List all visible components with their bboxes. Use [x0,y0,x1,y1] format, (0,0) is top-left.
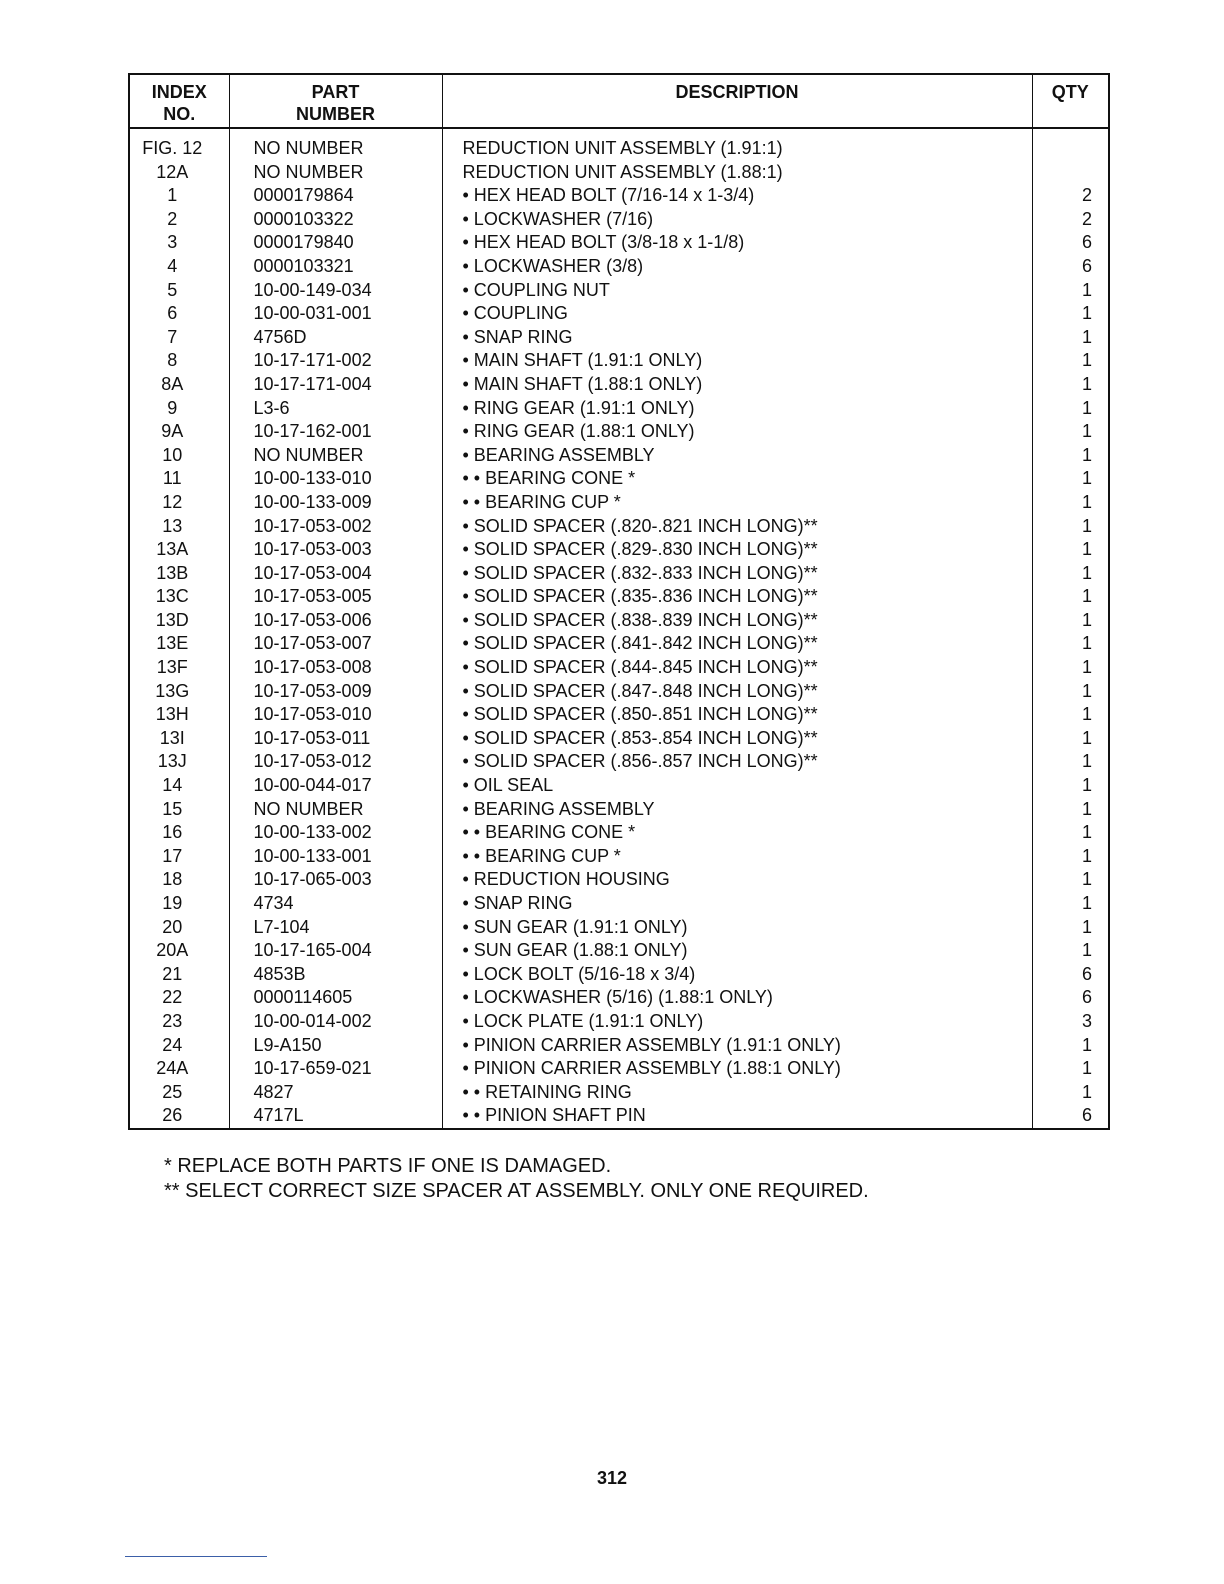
description-cell: • OIL SEAL [442,774,1032,798]
description-cell: • SNAP RING [442,326,1032,350]
qty-cell: 1 [1032,279,1109,303]
part-number-cell: 10-17-165-004 [229,939,442,963]
table-row [129,986,1109,1010]
index-cell: 3 [167,232,178,253]
index-cell: 12A [156,161,189,182]
part-number-cell: 10-00-133-001 [229,845,442,869]
table-row [129,703,1109,727]
table-row [129,444,1109,468]
qty-cell: 6 [1032,255,1109,279]
qty-cell: 1 [1032,703,1109,727]
description-cell: • BEARING ASSEMBLY [442,444,1032,468]
index-cell: 13E [156,633,189,654]
table-row [129,538,1109,562]
part-number-cell: 0000103321 [229,255,442,279]
qty-cell: 1 [1032,326,1109,350]
table-row [129,868,1109,892]
index-cell: 6 [167,303,178,324]
part-number-cell: 4756D [229,326,442,350]
table-row [129,585,1109,609]
part-number-cell: 10-17-659-021 [229,1057,442,1081]
index-cell: 10 [162,444,183,465]
index-cell: 12 [162,491,183,512]
index-cell: 17 [162,845,183,866]
qty-cell: 1 [1032,1081,1109,1105]
part-number-cell: 10-17-053-010 [229,703,442,727]
index-cell: 19 [162,893,183,913]
part-number-cell: 10-17-171-004 [229,373,442,397]
part-number-cell: 10-17-053-009 [229,680,442,704]
table-row [129,279,1109,303]
index-cell: 13 [162,515,183,536]
part-number-cell: 4717L [229,1104,442,1129]
part-number-cell: 10-00-133-010 [229,467,442,491]
parts-table-body [129,128,1109,1129]
qty-cell: 1 [1032,868,1109,892]
table-row [129,420,1109,444]
part-number-cell: 10-17-065-003 [229,868,442,892]
table-row [129,774,1109,798]
table-row [129,467,1109,491]
index-cell: 13F [156,657,188,678]
qty-cell: 1 [1032,373,1109,397]
description-cell: • • BEARING CUP * [442,845,1032,869]
description-cell: • REDUCTION HOUSING [442,868,1032,892]
description-cell: • SOLID SPACER (.838-.839 INCH LONG)** [442,609,1032,633]
part-number-cell: 0000103322 [229,208,442,232]
header-index-line-2: NO. [163,104,196,124]
description-cell: • MAIN SHAFT (1.91:1 ONLY) [442,349,1032,373]
description-cell: • SOLID SPACER (.832-.833 INCH LONG)** [442,562,1032,586]
part-number-cell: 4734 [229,892,442,916]
part-number-cell: 0000179840 [229,231,442,255]
description-cell: REDUCTION UNIT ASSEMBLY (1.91:1) [442,128,1032,161]
table-row [129,1081,1109,1105]
table-row [129,349,1109,373]
table-row [129,821,1109,845]
part-number-cell: 10-17-171-002 [229,349,442,373]
header-part-line-1: PART [311,82,360,102]
footnotes [164,1154,869,1204]
index-cell: 16 [162,822,183,843]
description-cell: • LOCK PLATE (1.91:1 ONLY) [442,1010,1032,1034]
part-number-cell: L7-104 [229,916,442,940]
qty-cell: 1 [1032,491,1109,515]
qty-cell: 1 [1032,1034,1109,1058]
qty-cell: 1 [1032,609,1109,633]
part-number-cell: 10-17-053-005 [229,585,442,609]
index-cell: 22 [162,987,183,1008]
qty-cell: 1 [1032,397,1109,421]
description-cell: • SOLID SPACER (.853-.854 INCH LONG)** [442,727,1032,751]
table-row [129,680,1109,704]
part-number-cell: 4853B [229,963,442,987]
part-number-cell: NO NUMBER [229,444,442,468]
part-number-cell: NO NUMBER [229,798,442,822]
index-cell: 14 [162,775,183,796]
description-cell: • HEX HEAD BOLT (3/8-18 x 1-1/8) [442,231,1032,255]
index-cell: 13A [156,539,189,560]
description-cell: • BEARING ASSEMBLY [442,798,1032,822]
index-cell: 24 [162,1034,183,1055]
table-row [129,208,1109,232]
index-cell: 5 [167,279,178,300]
qty-cell: 1 [1032,420,1109,444]
index-cell: FIG. 12 [142,138,203,158]
table-row [129,302,1109,326]
table-row [129,562,1109,586]
description-cell: • SUN GEAR (1.88:1 ONLY) [442,939,1032,963]
description-cell: • SOLID SPACER (.844-.845 INCH LONG)** [442,656,1032,680]
index-cell: 13G [155,680,190,701]
table-row [129,1034,1109,1058]
table-row [129,1010,1109,1034]
header-index-line-1: INDEX [151,82,207,102]
index-cell: 26 [162,1105,183,1126]
description-cell: • RING GEAR (1.91:1 ONLY) [442,397,1032,421]
description-cell: • RING GEAR (1.88:1 ONLY) [442,420,1032,444]
index-cell: 15 [162,798,183,819]
table-row [129,397,1109,421]
table-row [129,373,1109,397]
index-cell: 7 [167,326,178,347]
description-cell: • SOLID SPACER (.829-.830 INCH LONG)** [442,538,1032,562]
index-cell: 20 [162,916,183,937]
part-number-cell: 10-17-053-008 [229,656,442,680]
table-row [129,609,1109,633]
qty-cell: 1 [1032,349,1109,373]
qty-cell: 1 [1032,727,1109,751]
qty-cell: 6 [1032,231,1109,255]
qty-cell: 3 [1032,1010,1109,1034]
qty-cell: 1 [1032,302,1109,326]
part-number-cell: 10-00-014-002 [229,1010,442,1034]
table-row [129,184,1109,208]
footnote-single-asterisk: * REPLACE BOTH PARTS IF ONE IS DAMAGED. [164,1155,612,1177]
index-cell: 13B [156,562,189,583]
part-number-cell: 0000114605 [229,986,442,1010]
description-cell: • MAIN SHAFT (1.88:1 ONLY) [442,373,1032,397]
qty-cell: 1 [1032,939,1109,963]
part-number-cell: 10-17-053-002 [229,515,442,539]
qty-cell: 1 [1032,656,1109,680]
index-cell: 9A [161,421,184,442]
part-number-cell: L3-6 [229,397,442,421]
part-number-cell: 10-00-031-001 [229,302,442,326]
header-index [129,74,229,128]
index-cell: 13I [159,727,185,748]
index-cell: 25 [162,1081,183,1102]
part-number-cell: 10-00-133-009 [229,491,442,515]
table-row [129,326,1109,350]
part-number-cell: 10-17-053-012 [229,750,442,774]
qty-cell: 1 [1032,444,1109,468]
index-cell: 8A [161,373,184,394]
qty-cell: 2 [1032,208,1109,232]
part-number-cell: 10-00-133-002 [229,821,442,845]
qty-cell: 1 [1032,798,1109,822]
index-cell: 18 [162,869,183,890]
description-cell: • SNAP RING [442,892,1032,916]
table-row [129,892,1109,916]
qty-cell: 1 [1032,845,1109,869]
index-cell: 13D [155,609,189,630]
header-part-number [229,74,442,128]
qty-cell: 6 [1032,963,1109,987]
qty-cell: 1 [1032,515,1109,539]
qty-cell: 6 [1032,1104,1109,1129]
part-number-cell: 0000179864 [229,184,442,208]
description-cell: • LOCK BOLT (5/16-18 x 3/4) [442,963,1032,987]
qty-cell: 6 [1032,986,1109,1010]
part-number-cell: 10-17-162-001 [229,420,442,444]
index-cell: 1 [167,185,178,206]
qty-cell: 1 [1032,562,1109,586]
description-cell: • • BEARING CONE * [442,821,1032,845]
description-cell: • LOCKWASHER (5/16) (1.88:1 ONLY) [442,986,1032,1010]
qty-cell: 1 [1032,774,1109,798]
description-cell: • SOLID SPACER (.835-.836 INCH LONG)** [442,585,1032,609]
qty-cell: 1 [1032,680,1109,704]
description-cell: • COUPLING [442,302,1032,326]
description-cell: • • BEARING CONE * [442,467,1032,491]
index-cell: 4 [167,255,178,276]
header-description: DESCRIPTION [442,74,1032,128]
page-number: 312 [596,1468,628,1488]
qty-cell [1032,128,1109,161]
part-number-cell: 10-17-053-011 [229,727,442,751]
description-cell: • SOLID SPACER (.856-.857 INCH LONG)** [442,750,1032,774]
table-row [129,128,1109,161]
qty-cell: 1 [1032,538,1109,562]
table-row [129,939,1109,963]
part-number-cell: 4827 [229,1081,442,1105]
index-cell: 8 [167,350,178,371]
description-cell: • SOLID SPACER (.820-.821 INCH LONG)** [442,515,1032,539]
parts-list-table [128,73,1110,1130]
part-number-cell: 10-17-053-007 [229,632,442,656]
index-cell: 23 [162,1010,183,1031]
table-row [129,916,1109,940]
table-row [129,656,1109,680]
description-cell: • • PINION SHAFT PIN [442,1104,1032,1129]
qty-cell: 1 [1032,892,1109,916]
part-number-cell: L9-A150 [229,1034,442,1058]
index-cell: 20A [156,940,189,961]
part-number-cell: 10-00-044-017 [229,774,442,798]
header-part-line-2: NUMBER [296,104,375,124]
footer-rule [125,1556,267,1557]
description-cell: • SOLID SPACER (.850-.851 INCH LONG)** [442,703,1032,727]
header-qty: QTY [1032,74,1109,128]
description-cell: • • RETAINING RING [442,1081,1032,1105]
part-number-cell: 10-00-149-034 [229,279,442,303]
part-number-cell: NO NUMBER [229,128,442,161]
table-row [129,255,1109,279]
qty-cell [1032,161,1109,185]
description-cell: • COUPLING NUT [442,279,1032,303]
description-cell: • SOLID SPACER (.847-.848 INCH LONG)** [442,680,1032,704]
part-number-cell: 10-17-053-004 [229,562,442,586]
qty-cell: 1 [1032,821,1109,845]
table-row [129,750,1109,774]
index-cell: 24A [156,1058,189,1079]
description-cell: • PINION CARRIER ASSEMBLY (1.88:1 ONLY) [442,1057,1032,1081]
qty-cell: 2 [1032,184,1109,208]
table-row [129,515,1109,539]
index-cell: 13J [157,751,187,772]
table-row [129,845,1109,869]
part-number-cell: 10-17-053-006 [229,609,442,633]
index-cell: 13C [155,586,189,607]
description-cell: • LOCKWASHER (3/8) [442,255,1032,279]
description-cell: REDUCTION UNIT ASSEMBLY (1.88:1) [442,161,1032,185]
table-row [129,491,1109,515]
table-row [129,963,1109,987]
table-header-row [129,74,1109,128]
table-row [129,1104,1109,1129]
index-cell: 9 [167,397,178,418]
description-cell: • PINION CARRIER ASSEMBLY (1.91:1 ONLY) [442,1034,1032,1058]
description-cell: • HEX HEAD BOLT (7/16-14 x 1-3/4) [442,184,1032,208]
part-number-cell: NO NUMBER [229,161,442,185]
description-cell: • SUN GEAR (1.91:1 ONLY) [442,916,1032,940]
qty-cell: 1 [1032,916,1109,940]
index-cell: 2 [167,208,178,229]
description-cell: • • BEARING CUP * [442,491,1032,515]
qty-cell: 1 [1032,632,1109,656]
description-cell: • SOLID SPACER (.841-.842 INCH LONG)** [442,632,1032,656]
footnote-double-asterisk: ** SELECT CORRECT SIZE SPACER AT ASSEMBLY. ONLY ONE REQUIRED. [164,1180,869,1202]
part-number-cell: 10-17-053-003 [229,538,442,562]
table-row [129,632,1109,656]
index-cell: 13H [155,704,189,725]
table-row [129,161,1109,185]
qty-cell: 1 [1032,467,1109,491]
table-row [129,727,1109,751]
table-row [129,1057,1109,1081]
qty-cell: 1 [1032,585,1109,609]
qty-cell: 1 [1032,750,1109,774]
table-row [129,231,1109,255]
table-row [129,798,1109,822]
index-cell: 11 [162,468,182,489]
description-cell: • LOCKWASHER (7/16) [442,208,1032,232]
index-cell: 21 [162,963,183,984]
qty-cell: 1 [1032,1057,1109,1081]
